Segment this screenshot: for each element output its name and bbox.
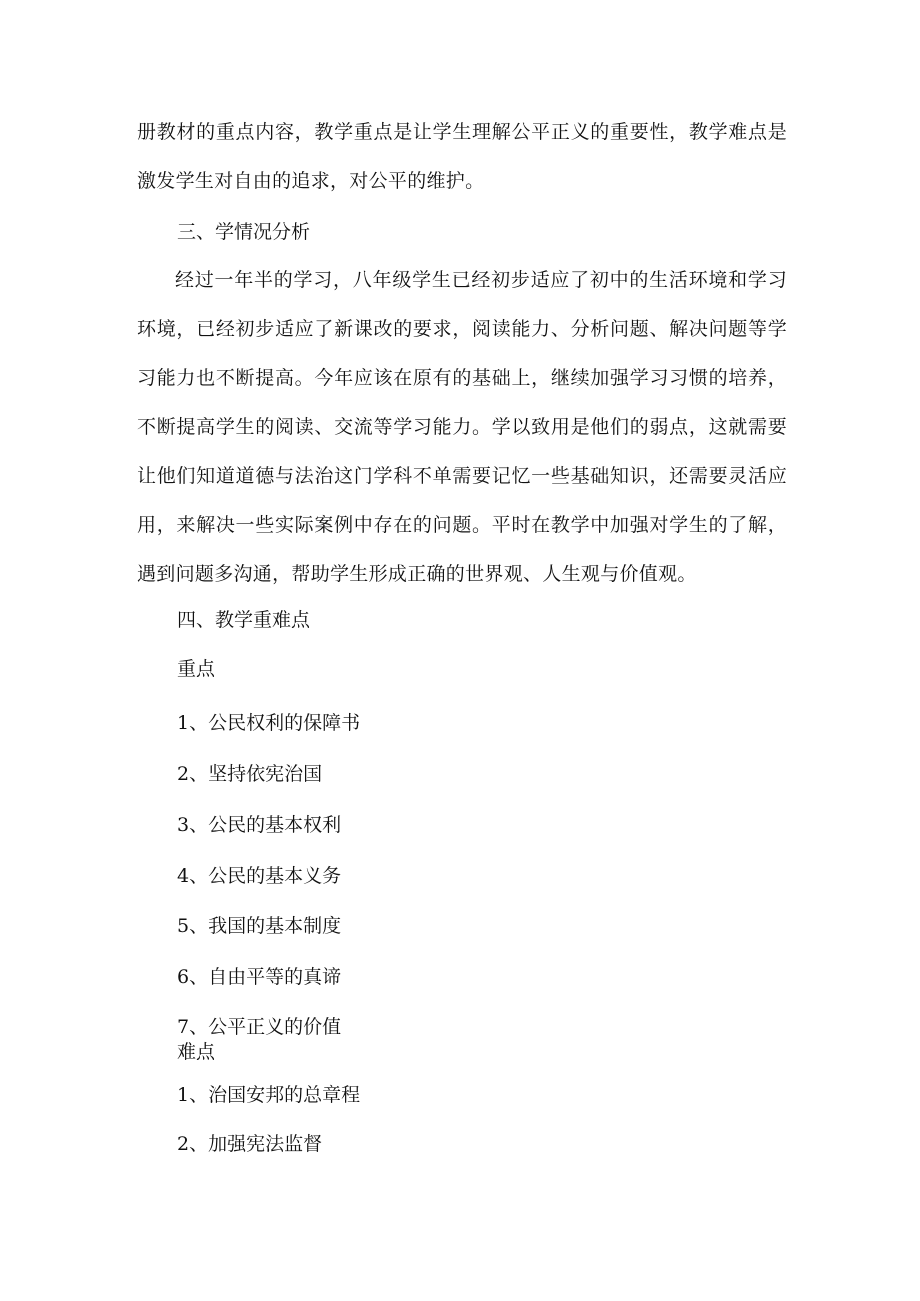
key-point-item: 4、公民的基本义务 <box>177 865 342 887</box>
difficult-point-item: 1、治国安邦的总章程 <box>177 1084 361 1106</box>
difficult-point-item: 2、加强宪法监督 <box>177 1133 323 1155</box>
section-four-heading: 四、教学重难点 <box>177 609 311 631</box>
section-three-heading: 三、学情况分析 <box>177 221 311 243</box>
key-point-item: 6、自由平等的真谛 <box>177 966 342 988</box>
key-point-item: 3、公民的基本权利 <box>177 814 342 836</box>
difficult-points-label: 难点 <box>177 1041 216 1063</box>
key-point-item: 5、我国的基本制度 <box>177 915 342 937</box>
intro-paragraph: 册教材的重点内容，教学重点是让学生理解公平正义的重要性，教学难点是激发学生对自由的追求，对公平的维护。 <box>137 121 787 192</box>
key-point-item: 2、坚持依宪治国 <box>177 763 323 785</box>
key-point-item: 1、公民权利的保障书 <box>177 712 361 734</box>
key-points-label: 重点 <box>177 658 216 680</box>
key-point-item: 7、公平正义的价值 <box>177 1016 342 1038</box>
section-three-paragraph: 经过一年半的学习，八年级学生已经初步适应了初中的生活环境和学习环境，已经初步适应了新课改的要求，阅读能力、分析问题、解决问题等学习能力也不断提高。今年应该在原有的基础上，继续加强学习习惯的培养，不断提高学生的阅读、交流等学习能力。学以致用是他们的弱点，这就需要让他们知道道德与法治这门学科不单需要记忆一些基础知识，还需要灵活应用，来解决一些实际案例中存在的问题。平时在教学中加强对学生的了解，遇到问题多沟通，帮助学生形成正确的世界观、人生观与价值观。 <box>137 269 787 585</box>
